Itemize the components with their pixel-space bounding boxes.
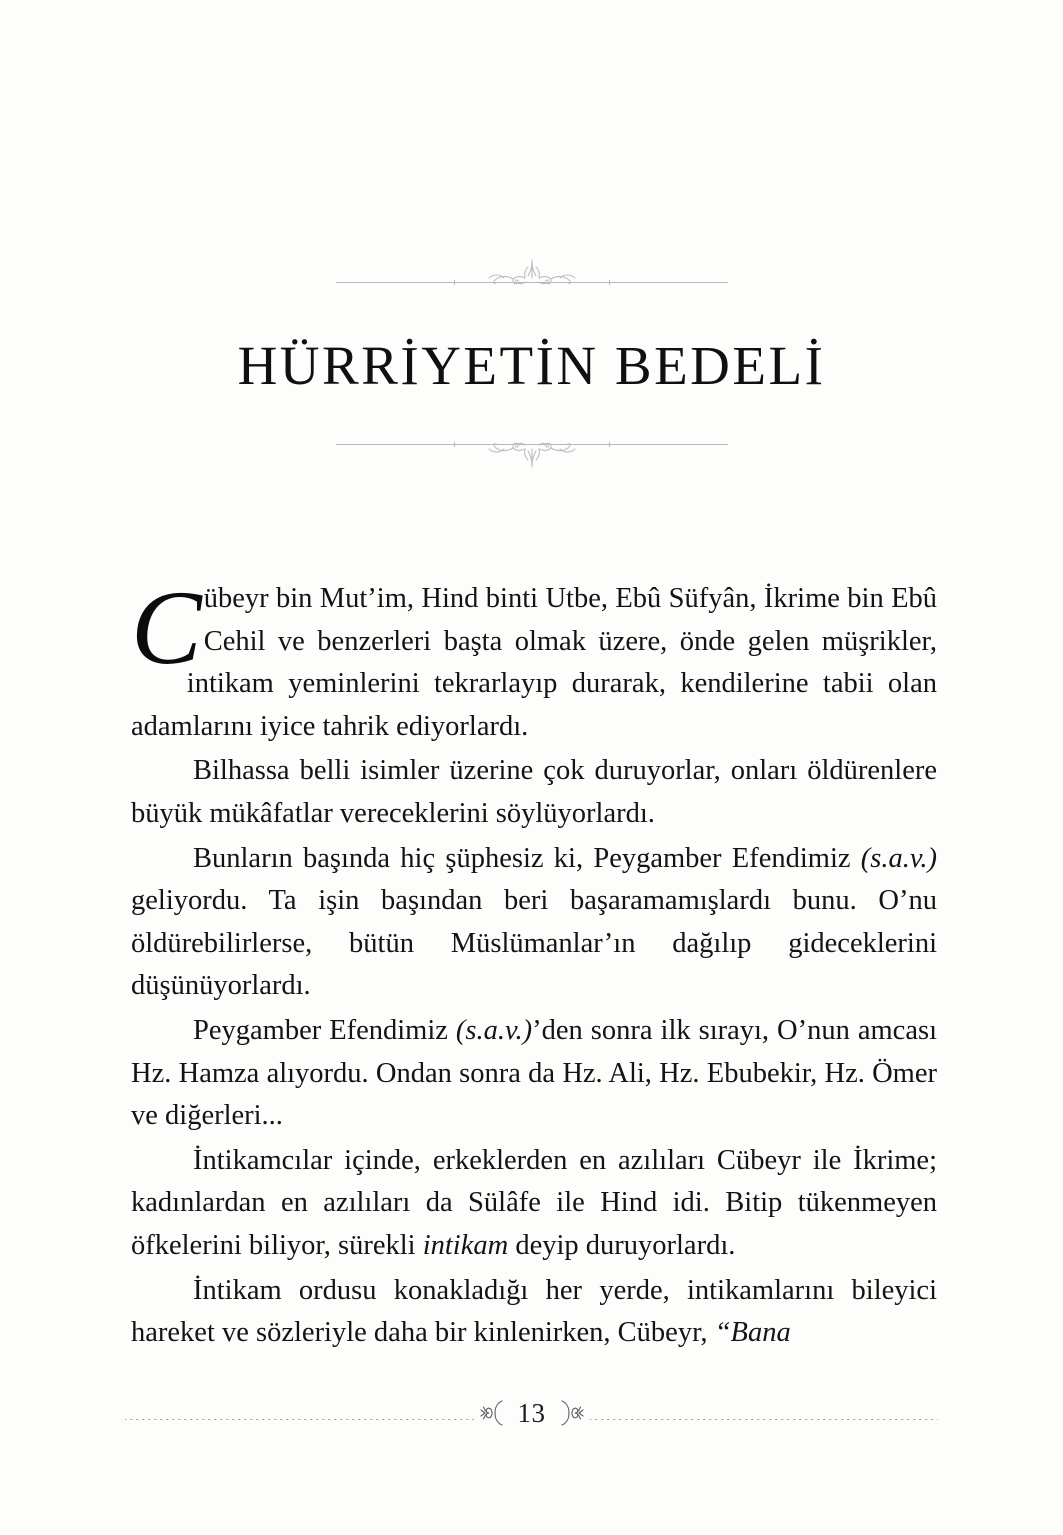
- ornament-rule-bottom: [336, 435, 728, 469]
- paragraph-4-text-before: Peygamber Efendimiz: [193, 1014, 456, 1046]
- paragraph-6: [131, 1270, 937, 1355]
- paragraph-1: [131, 569, 937, 748]
- paragraph-5-text-before: İntikamcılar içinde, erkeklerden en azılıları Cübeyr ile İkrime; kadınlardan en azılıları da Sülâfe ile Hind idi. Bitip tükenmeyen öfkelerini biliyor, sürekli: [131, 1144, 937, 1261]
- paragraph-1-text: übeyr bin Mut’im, Hind binti Utbe, Ebû Süfyân, İkrime bin Ebû Cehil ve benzerleri başta olmak üzere, önde gelen müşrikler, intikam yeminlerini tekrarlayıp durarak, kendilerine tabii olan adamlarını iyice tahrik ediyorlardı.: [131, 583, 937, 742]
- paragraph-3-text-after: geliyordu. Ta işin başından beri başaramamışlardı bunu. O’nu öldürebilirlerse, bütün Müslümanlar’ın dağılıp gideceklerini düşünüyorlardı.: [131, 885, 937, 1002]
- paragraph-2: [131, 750, 937, 835]
- chapter-title: HÜRRİYETİN BEDELİ: [237, 335, 826, 396]
- fleuron-brace-left-icon: [480, 1398, 506, 1428]
- paragraph-6-italic: “Bana: [714, 1317, 791, 1349]
- ornament-rule-top: [336, 258, 728, 292]
- fleuron-scroll-ornament-icon: [457, 258, 607, 292]
- paragraph-3-italic: (s.a.v.): [860, 842, 937, 874]
- paragraph-5: [131, 1140, 937, 1268]
- paragraph-5-text-after: deyip duruyorlardı.: [508, 1229, 736, 1261]
- fleuron-scroll-ornament-inverted-icon: [457, 435, 607, 469]
- paragraph-4-italic: (s.a.v.): [455, 1014, 533, 1046]
- footer-dotted-rule-right: [590, 1419, 939, 1420]
- paragraph-3: [131, 838, 937, 1008]
- page-footer: [0, 1398, 1063, 1428]
- body-text-column: [131, 569, 937, 1357]
- page-number: 13: [517, 1397, 546, 1428]
- drop-cap: C: [131, 569, 202, 686]
- paragraph-4-text-after: ’den sonra ilk sırayı, O’nun amcası Hz. Hamza alıyordu. Ondan sonra da Hz. Ali, Hz. Ebubekir, Hz. Ömer ve diğerleri...: [131, 1014, 937, 1132]
- paragraph-3-text-before: Bunların başında hiç şüphesiz ki, Peygamber Efendimiz: [193, 842, 861, 874]
- paragraph-2-text: Bilhassa belli isimler üzerine çok duruyorlar, onları öldürenlere büyük mükâfatlar vereceklerini söylüyorlardı.: [131, 755, 937, 829]
- page-number-cluster: [474, 1398, 590, 1428]
- footer-dotted-rule-left: [125, 1419, 474, 1420]
- paragraph-5-italic: intikam: [422, 1229, 509, 1261]
- chapter-header: [0, 258, 1063, 469]
- fleuron-brace-right-icon: [558, 1398, 584, 1428]
- paragraph-6-text-before: İntikam ordusu konakladığı her yerde, intikamlarını bileyici hareket ve sözleriyle daha bir kinlenirken, Cübeyr,: [131, 1274, 937, 1349]
- paragraph-4: [131, 1010, 937, 1138]
